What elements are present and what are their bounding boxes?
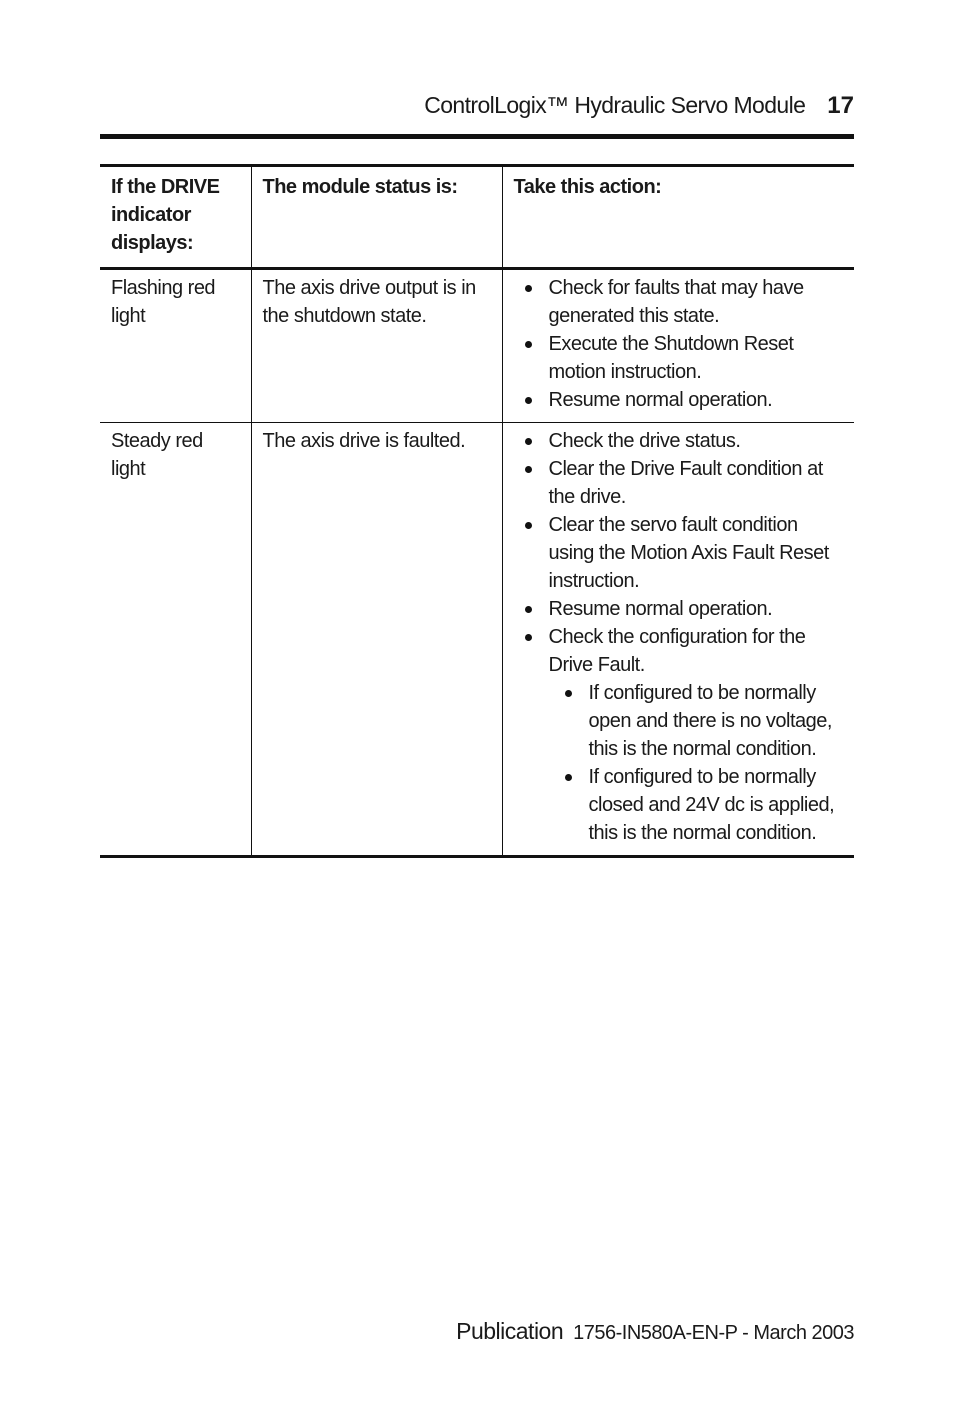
document-title: ControlLogix™ Hydraulic Servo Module (424, 92, 806, 118)
list-item: If configured to be normally closed and 24V dc is applied, this is the normal condition. (589, 763, 845, 847)
list-item: Resume normal operation. (514, 386, 845, 414)
column-header-indicator: If the DRIVE indicator displays: (111, 176, 220, 254)
column-header-status: The module status is: (251, 166, 502, 269)
table-row (100, 423, 854, 857)
publication-label: Publication (456, 1318, 564, 1344)
drive-indicator-table (100, 164, 854, 858)
list-item: Resume normal operation. (514, 595, 845, 623)
list-item: Clear the servo fault condition using the Motion Axis Fault Reset instruction. (514, 511, 845, 595)
running-header (100, 92, 854, 126)
table-row (100, 269, 854, 423)
indicator-cell: Steady red light (111, 430, 203, 480)
page-number: 17 (827, 92, 854, 119)
list-item: Check for faults that may have generated this state. (514, 274, 845, 330)
header-rule (100, 134, 854, 139)
action-cell (502, 269, 854, 423)
sub-action-list (514, 679, 845, 847)
list-item: Execute the Shutdown Reset motion instruction. (514, 330, 845, 386)
status-cell: The axis drive output is in the shutdown state. (251, 269, 502, 423)
indicator-cell: Flashing red light (111, 277, 216, 327)
action-list (514, 427, 845, 679)
table-header-row (100, 166, 854, 269)
list-item: If configured to be normally open and there is no voltage, this is the normal condition. (589, 679, 845, 763)
list-item: Check the drive status. (514, 427, 845, 455)
action-cell (502, 423, 854, 857)
list-item: Check the configuration for the Drive Fault. (514, 623, 845, 679)
action-list (514, 274, 845, 414)
list-item: Clear the Drive Fault condition at the drive. (514, 455, 845, 511)
status-cell: The axis drive is faulted. (251, 423, 502, 857)
column-header-action: Take this action: (502, 166, 854, 269)
page-footer (456, 1318, 854, 1345)
publication-id: 1756-IN580A-EN-P - March 2003 (573, 1322, 854, 1344)
